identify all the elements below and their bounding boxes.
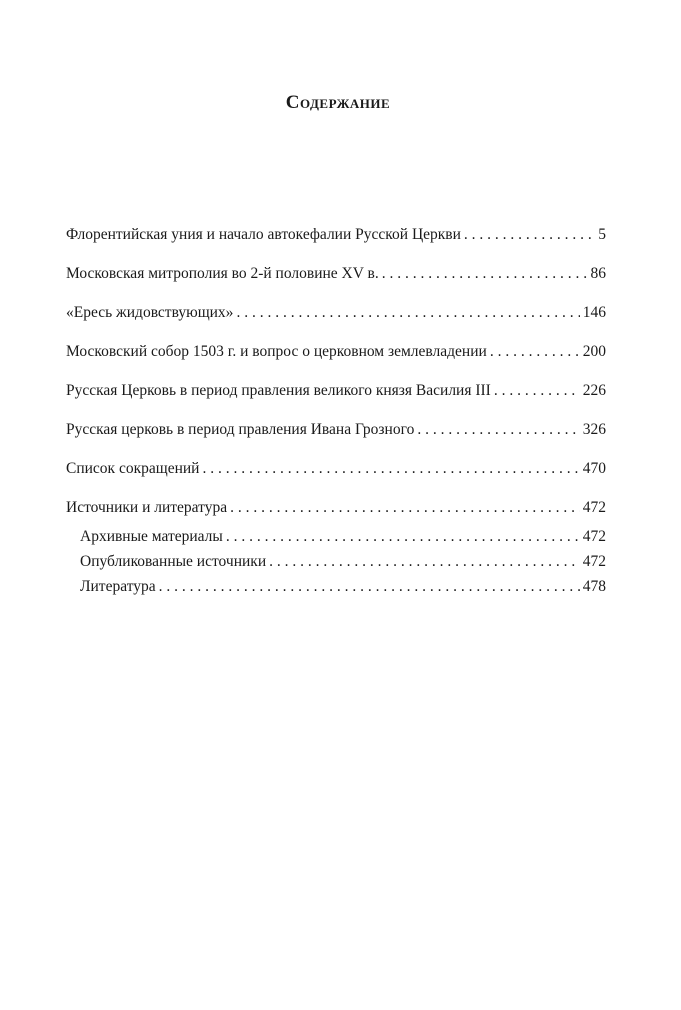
dot-leader [494,381,580,401]
toc-entry [66,459,606,479]
toc-subentry [80,577,606,597]
toc-subentry-title: Опубликованные источники [80,553,267,570]
dot-leader [269,552,580,572]
toc-entry-page: 146 [582,304,606,321]
toc-entry-title: «Ересь жидовствующих» [66,304,234,321]
toc-entry-title: Флорентийская уния и начало автокефалии Русской Церкви [66,226,461,243]
toc-entry [66,342,606,362]
toc-entry-title: Источники и литература [66,499,228,516]
toc-subentry-page: 478 [582,578,606,595]
toc-subentry-title: Литература [80,578,156,595]
toc-entry-page: 200 [582,343,606,360]
dot-leader [490,342,580,362]
toc-subentry [80,527,606,547]
table-of-contents [66,225,606,602]
toc-subentry [80,552,606,572]
toc-entry-title: Московский собор 1503 г. и вопрос о церковном землевладении [66,343,487,360]
toc-subentry-page: 472 [582,528,606,545]
toc-entry-title: Русская Церковь в период правления великого князя Василия III [66,382,491,399]
toc-entry-page: 5 [598,226,606,243]
toc-entry-page: 472 [582,499,606,516]
toc-entry-title: Московская митрополия во 2-й половине XV в. [66,265,379,282]
toc-entry-page: 326 [582,421,606,438]
dot-leader [417,420,579,440]
dot-leader [464,225,595,245]
toc-entry [66,498,606,518]
dot-leader [236,303,579,323]
dot-leader [159,577,580,597]
dot-leader [202,459,579,479]
toc-entry-title: Список сокращений [66,460,200,477]
toc-entry [66,225,606,245]
page-title: Содержание [285,92,391,113]
toc-entry [66,420,606,440]
toc-entry [66,303,606,323]
dot-leader [230,498,580,518]
toc-entry-page: 470 [582,460,606,477]
toc-entry-page: 226 [582,382,606,399]
toc-entry-title: Русская церковь в период правления Ивана Грозного [66,421,415,438]
dot-leader [382,264,588,284]
toc-subentry-title: Архивные материалы [80,528,223,545]
toc-entry-page: 86 [590,265,606,282]
toc-entry [66,381,606,401]
toc-subentry-page: 472 [582,553,606,570]
dot-leader [226,527,580,547]
toc-entry [66,264,606,284]
